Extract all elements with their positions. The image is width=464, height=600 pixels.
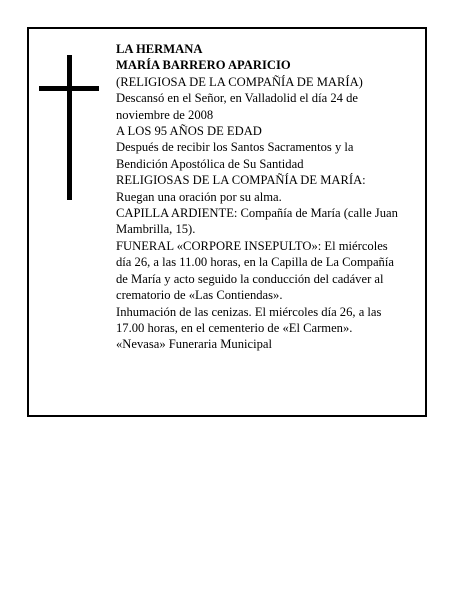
notice-line: Bendición Apostólica de Su Santidad — [116, 156, 304, 171]
notice-line: Después de recibir los Santos Sacramentos y la — [116, 140, 354, 155]
notice-line: FUNERAL «CORPORE INSEPULTO»: El miércoles — [116, 238, 388, 253]
cross-horizontal-bar — [39, 86, 99, 91]
notice-line: Mambrilla, 15). — [116, 222, 196, 237]
notice-line: noviembre de 2008 — [116, 107, 214, 122]
notice-line: día 26, a las 11.00 horas, en la Capilla de La Compañía — [116, 255, 394, 270]
notice-text — [116, 41, 416, 353]
notice-line: Descansó en el Señor, en Valladolid el día 24 de — [116, 91, 358, 106]
notice-line: A LOS 95 AÑOS DE EDAD — [116, 124, 262, 139]
cross-icon — [39, 55, 99, 200]
funeral-home: «Nevasa» Funeraria Municipal — [116, 337, 272, 352]
cross-vertical-bar — [67, 55, 72, 200]
notice-line: crematorio de «Las Contiendas». — [116, 288, 283, 303]
notice-line: RELIGIOSAS DE LA COMPAÑÍA DE MARÍA: — [116, 173, 366, 188]
notice-line: CAPILLA ARDIENTE: Compañía de María (calle Juan — [116, 206, 398, 221]
notice-line: Ruegan una oración por su alma. — [116, 189, 282, 204]
notice-line: Inhumación de las cenizas. El miércoles día 26, a las — [116, 304, 382, 319]
obituary-notice — [27, 27, 427, 417]
notice-line: de María y acto seguido la conducción del cadáver al — [116, 271, 384, 286]
notice-line: 17.00 horas, en el cementerio de «El Carmen». — [116, 320, 353, 335]
notice-line: (RELIGIOSA DE LA COMPAÑÍA DE MARÍA) — [116, 74, 363, 89]
notice-heading: LA HERMANA — [116, 42, 203, 56]
deceased-name: MARÍA BARRERO APARICIO — [116, 58, 291, 73]
